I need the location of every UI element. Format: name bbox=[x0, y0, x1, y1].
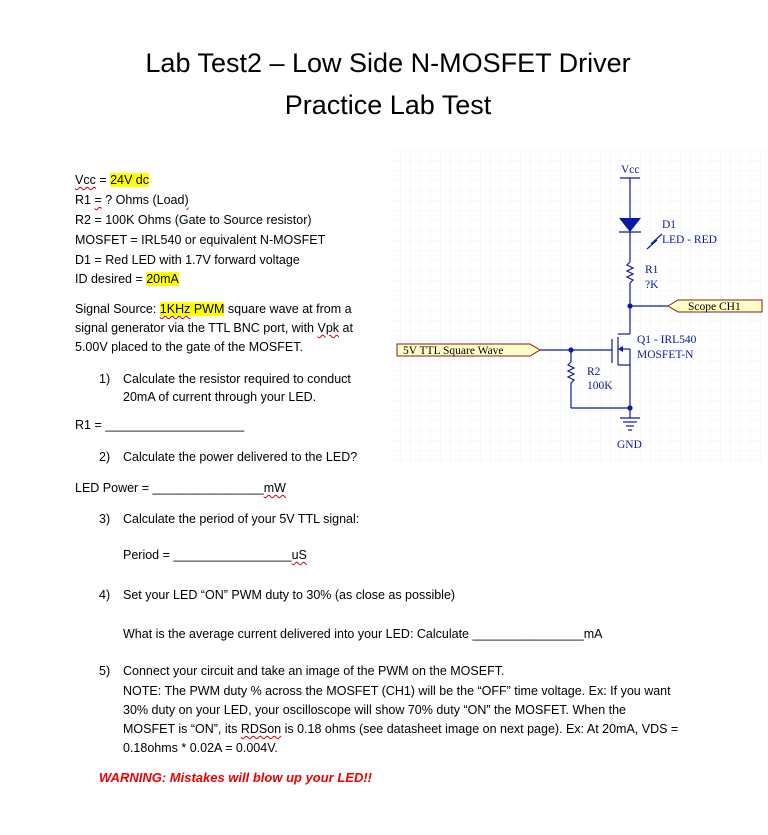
r2-ref: R2 bbox=[587, 366, 601, 378]
q1-line-1: Calculate the resistor required to conduct bbox=[123, 372, 351, 386]
junction-source bbox=[627, 405, 632, 410]
q1-ref: Q1 - IRL540 bbox=[637, 334, 697, 346]
q1-type: MOSFET-N bbox=[637, 349, 694, 361]
q4-number: 4) bbox=[99, 588, 111, 602]
q5-number: 5) bbox=[99, 664, 111, 678]
junction-drain bbox=[627, 303, 632, 308]
q2-number: 2) bbox=[99, 450, 111, 464]
ttl-source-label: 5V TTL Square Wave bbox=[403, 345, 504, 357]
signal-line-2: signal generator via the TTL BNC port, with Vpk at bbox=[75, 321, 353, 335]
q1-line-2: 20mA of current through your LED. bbox=[123, 390, 317, 404]
r1-ref: R1 bbox=[645, 264, 659, 276]
q2-text: Calculate the power delivered to the LED? bbox=[123, 450, 358, 464]
gnd-label: GND bbox=[617, 439, 642, 451]
q5-line-3: 30% duty on your LED, your oscilloscope will show 70% duty “ON” the MOSFET. When the bbox=[123, 703, 626, 717]
q3-text: Calculate the period of your 5V TTL signal: bbox=[123, 512, 360, 526]
r1-answer-line: R1 = ____________________ bbox=[75, 418, 245, 432]
spec-r1: R1 = ? Ohms (Load) bbox=[75, 193, 189, 207]
signal-line-3: 5.00V placed to the gate of the MOSFET. bbox=[75, 340, 303, 354]
d1-ref: D1 bbox=[662, 219, 677, 231]
spec-d1: D1 = Red LED with 1.7V forward voltage bbox=[75, 253, 300, 267]
warning-text: WARNING: Mistakes will blow up your LED!! bbox=[99, 770, 373, 785]
spec-id: ID desired = 20mA bbox=[75, 272, 179, 286]
scope-label: Scope CH1 bbox=[688, 301, 741, 313]
q5-line-4: MOSFET is “ON”, its RDSon is 0.18 ohms (see datasheet image on next page). Ex: At 20mA, VDS = bbox=[123, 722, 679, 736]
q4-text: Set your LED “ON” PWM duty to 30% (as close as possible) bbox=[123, 588, 456, 602]
signal-line-1: Signal Source: 1KHz PWM square wave at from a bbox=[75, 302, 352, 316]
spec-mosfet: MOSFET = IRL540 or equivalent N-MOSFET bbox=[75, 233, 326, 247]
r2-value: 100K bbox=[587, 380, 613, 392]
spec-r2: R2 = 100K Ohms (Gate to Source resistor) bbox=[75, 213, 312, 227]
spec-vcc: Vcc = 24V dc bbox=[75, 173, 150, 187]
page-title: Lab Test2 – Low Side N-MOSFET Driver bbox=[145, 48, 631, 78]
period-answer: Period = _________________uS bbox=[123, 548, 307, 562]
junction-gate bbox=[568, 347, 573, 352]
q5-line-2: NOTE: The PWM duty % across the MOSFET (CH1) will be the “OFF” time voltage. Ex: If you want bbox=[123, 684, 671, 698]
vcc-label: Vcc bbox=[621, 164, 640, 176]
d1-name: LED - RED bbox=[662, 234, 717, 246]
r1-value: ?K bbox=[645, 279, 659, 291]
led-power-answer: LED Power = ________________mW bbox=[75, 481, 286, 495]
avg-current-answer: What is the average current delivered into your LED: Calculate ________________mA bbox=[123, 627, 603, 641]
circuit-schematic bbox=[390, 150, 765, 465]
q5-line-5: 0.18ohms * 0.02A = 0.004V. bbox=[123, 741, 278, 755]
q3-number: 3) bbox=[99, 512, 111, 526]
q1-number: 1) bbox=[99, 372, 111, 386]
q5-line-1: Connect your circuit and take an image of the PWM on the MOSEFT. bbox=[123, 664, 505, 678]
page-subtitle: Practice Lab Test bbox=[284, 90, 492, 120]
